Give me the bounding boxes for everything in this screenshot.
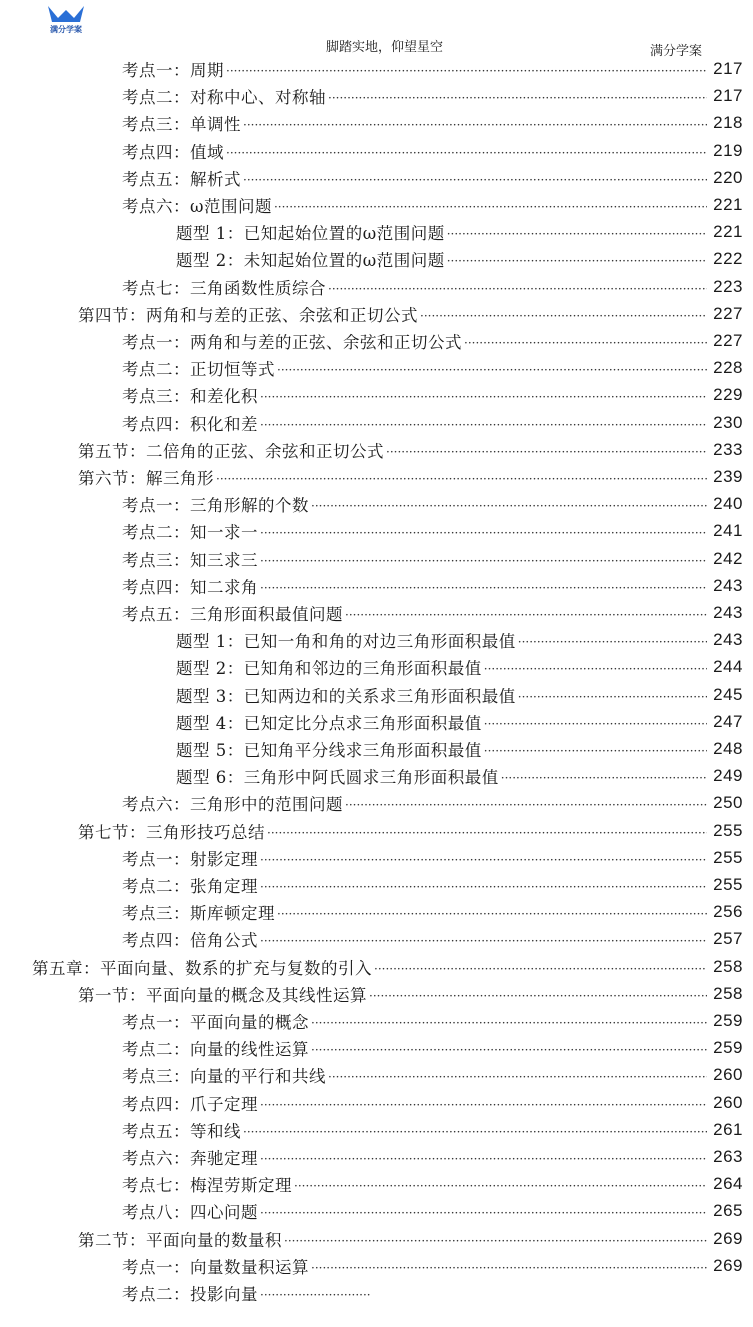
dot-leader	[345, 794, 707, 812]
toc-subentry[interactable]	[0, 246, 743, 272]
dot-leader	[386, 441, 707, 459]
toc-entry-page: 265	[713, 1201, 743, 1221]
toc-entry[interactable]	[0, 382, 743, 408]
toc-entry-label: 考点四：积化和差	[122, 414, 258, 434]
dot-leader	[260, 522, 707, 540]
toc-section-entry[interactable]	[0, 981, 743, 1007]
toc-entry-label: 考点二：向量的线性运算	[122, 1040, 309, 1060]
dot-leader	[328, 1066, 707, 1084]
toc-entry[interactable]	[0, 573, 743, 599]
toc-entry-page: 264	[713, 1174, 743, 1194]
toc-entry-label: 考点二：投影向量	[122, 1285, 258, 1304]
dot-leader	[216, 468, 707, 486]
toc-entry-page: 239	[713, 467, 743, 486]
toc-entry-page: 248	[713, 739, 743, 758]
toc-entry-page: 263	[713, 1147, 743, 1166]
brand-logo	[44, 2, 88, 34]
toc-subentry[interactable]	[0, 682, 743, 708]
toc-subentry[interactable]	[0, 219, 743, 245]
toc-entry-page: 247	[713, 711, 743, 731]
toc-entry-label: 题型 4：已知定比分点求三角形面积最值	[176, 713, 482, 733]
toc-entry-page: 217	[713, 59, 743, 78]
toc-entry-page: 221	[713, 222, 743, 242]
toc-entry[interactable]	[0, 1198, 743, 1224]
toc-entry[interactable]	[0, 138, 743, 164]
toc-entry-page: 259	[713, 1038, 743, 1058]
toc-entry-label: 考点二：张角定理	[122, 877, 258, 896]
toc-entry-page: 242	[713, 548, 743, 568]
toc-entry-page: 227	[713, 331, 743, 350]
toc-entry[interactable]	[0, 83, 743, 109]
dot-leader	[243, 169, 707, 187]
toc-entry-page: 260	[713, 1092, 743, 1112]
dot-leader	[260, 550, 707, 568]
toc-entry-page: 230	[713, 412, 743, 432]
dot-leader	[284, 1230, 707, 1248]
dot-leader	[274, 196, 707, 214]
toc-entry-page: 243	[713, 575, 743, 595]
toc-entry-page: 227	[713, 303, 743, 323]
toc-entry-page: 219	[713, 140, 743, 160]
toc-entry-page: 255	[713, 847, 743, 867]
toc-section-entry[interactable]	[0, 1226, 743, 1252]
toc-entry-label: 考点七：三角函数性质综合	[122, 278, 326, 298]
dot-leader	[369, 985, 707, 1003]
toc-entry-page: 244	[713, 657, 743, 677]
toc-subentry[interactable]	[0, 763, 743, 789]
toc-entry-page: 243	[713, 630, 743, 650]
toc-entry[interactable]	[0, 110, 743, 136]
toc-entry-label: 题型 2：已知角和邻边的三角形面积最值	[176, 659, 482, 679]
toc-entry-page: 240	[713, 494, 743, 514]
toc-entry-page: 228	[713, 358, 743, 378]
toc-entry[interactable]	[0, 1171, 743, 1197]
toc-entry-page: 249	[713, 766, 743, 786]
toc-entry[interactable]	[0, 899, 743, 925]
toc-entry[interactable]	[0, 872, 743, 898]
toc-entry[interactable]	[0, 1253, 743, 1279]
toc-entry[interactable]	[0, 355, 743, 381]
toc-section-entry[interactable]	[0, 301, 743, 327]
toc-entry[interactable]	[0, 926, 743, 952]
dot-leader	[518, 686, 707, 704]
toc-entry-label: 考点二：正切恒等式	[122, 360, 275, 380]
toc-entry-page: 260	[713, 1065, 743, 1085]
toc-entry-label: 考点四：倍角公式	[122, 931, 258, 951]
toc-entry-label: 考点六：奔驰定理	[122, 1149, 258, 1168]
toc-entry-label: 第五章：平面向量、数系的扩充与复数的引入	[32, 958, 372, 978]
toc-entry-label: 考点二：知一求一	[122, 523, 258, 543]
dot-leader	[484, 658, 707, 676]
toc-entry-page: 223	[713, 276, 743, 296]
toc-subentry[interactable]	[0, 709, 743, 735]
toc-entry-page: 256	[713, 902, 743, 922]
toc-entry-label: 考点八：四心问题	[122, 1203, 258, 1223]
toc-entry-page: 261	[713, 1119, 743, 1139]
toc-entry-label: 题型 1：已知起始位置的ω范围问题	[176, 224, 445, 244]
toc-entry-label: 第四节：两角和与差的正弦、余弦和正切公式	[78, 305, 418, 325]
toc-entry-label: 考点五：等和线	[122, 1121, 241, 1141]
logo-text: 满分学案	[50, 25, 82, 34]
dot-leader	[260, 1094, 707, 1112]
dot-leader	[518, 631, 707, 649]
toc-entry-label: 考点一：射影定理	[122, 849, 258, 869]
dot-leader	[260, 930, 707, 948]
toc-entry-label: 题型 1：已知一角和角的对边三角形面积最值	[176, 632, 516, 652]
toc-entry-label: 第六节：解三角形	[78, 469, 214, 488]
toc-entry[interactable]	[0, 518, 743, 544]
toc-entry-label: 考点二：对称中心、对称轴	[122, 88, 326, 108]
toc-entry[interactable]	[0, 1144, 743, 1170]
dot-leader	[260, 876, 707, 894]
toc-entry-label: 第七节：三角形技巧总结	[78, 822, 265, 842]
dot-leader	[260, 386, 707, 404]
toc-entry[interactable]	[0, 1280, 743, 1306]
toc-entry[interactable]	[0, 546, 743, 572]
dot-leader	[464, 332, 707, 350]
toc-entry-label: 考点六：ω范围问题	[122, 197, 272, 216]
dot-leader	[267, 822, 707, 840]
toc-entry-page: 258	[713, 983, 743, 1003]
toc-entry-page: 218	[713, 113, 743, 133]
toc-section-entry[interactable]	[0, 464, 743, 490]
dot-leader	[484, 713, 707, 731]
dot-leader	[501, 767, 707, 785]
toc-entry[interactable]	[0, 790, 743, 816]
toc-entry-label: 考点六：三角形中的范围问题	[122, 795, 343, 815]
toc-entry-label: 第五节：二倍角的正弦、余弦和正切公式	[78, 441, 384, 461]
dot-leader	[345, 604, 707, 622]
toc-entry[interactable]	[0, 491, 743, 517]
toc-entry-page: 258	[713, 956, 743, 976]
toc-entry[interactable]	[0, 410, 743, 436]
dot-leader	[420, 305, 707, 323]
toc-entry-page: 250	[713, 793, 743, 813]
dot-leader	[260, 577, 707, 595]
toc-entry-label: 考点四：爪子定理	[122, 1094, 258, 1114]
toc-entry[interactable]	[0, 1035, 743, 1061]
toc-entry-label: 考点一：周期	[122, 61, 224, 80]
toc-entry-page: 255	[713, 875, 743, 894]
dot-leader	[226, 142, 707, 160]
toc-entry-label: 考点三：和差化积	[122, 387, 258, 407]
toc-entry[interactable]	[0, 1008, 743, 1034]
dot-leader	[260, 1148, 707, 1166]
dot-leader	[226, 60, 707, 78]
toc-entry-page: 257	[713, 929, 743, 949]
toc-entry[interactable]	[0, 600, 743, 626]
dot-leader	[243, 114, 707, 132]
toc-entry-label: 考点五：三角形面积最值问题	[122, 605, 343, 624]
toc-entry[interactable]	[0, 328, 743, 354]
toc-entry-page: 229	[713, 385, 743, 405]
dot-leader	[311, 1039, 707, 1057]
toc-entry-label: 考点四：知二求角	[122, 577, 258, 597]
toc-entry-label: 题型 6：三角形中阿氏圆求三角形面积最值	[176, 768, 499, 788]
toc-entry-label: 考点七：梅涅劳斯定理	[122, 1176, 292, 1196]
toc-entry-page: 245	[713, 684, 743, 704]
toc-entry[interactable]	[0, 1062, 743, 1088]
toc-entry-page: 259	[713, 1011, 743, 1030]
toc-entry-label: 考点五：解析式	[122, 169, 241, 189]
toc-entry-page: 217	[713, 86, 743, 106]
toc-entry-page: 243	[713, 603, 743, 622]
dot-leader	[260, 1202, 707, 1220]
toc-entry-label: 题型 3：已知两边和的关系求三角形面积最值	[176, 686, 516, 706]
dot-leader	[447, 223, 707, 241]
toc-subentry[interactable]	[0, 654, 743, 680]
toc-entry[interactable]	[0, 165, 743, 191]
dot-leader	[484, 740, 707, 758]
toc-section-entry[interactable]	[0, 818, 743, 844]
toc-entry-label: 题型 2：未知起始位置的ω范围问题	[176, 251, 445, 271]
toc-entry-page: 255	[713, 820, 743, 840]
toc-entry[interactable]	[0, 56, 743, 82]
toc-entry-label: 考点四：值域	[122, 142, 224, 162]
logo-wave-icon	[48, 6, 84, 22]
dot-leader	[243, 1121, 707, 1139]
toc-entry-label: 考点三：向量的平行和共线	[122, 1067, 326, 1087]
dot-leader	[328, 87, 707, 105]
toc-entry-page: 220	[713, 167, 743, 187]
toc-entry-label: 考点一：两角和与差的正弦、余弦和正切公式	[122, 333, 462, 352]
toc-entry[interactable]	[0, 192, 743, 218]
dot-leader	[328, 278, 707, 296]
toc-entry[interactable]	[0, 1090, 743, 1116]
toc-subentry[interactable]	[0, 627, 743, 653]
toc-entry-page: 269	[713, 1255, 743, 1275]
toc-subentry[interactable]	[0, 736, 743, 762]
toc-entry-label: 考点三：知三求三	[122, 550, 258, 570]
toc-entry-label: 考点三：斯库顿定理	[122, 904, 275, 924]
toc-entry-label: 考点三：单调性	[122, 115, 241, 135]
dot-leader	[260, 1284, 370, 1302]
dot-leader	[277, 359, 707, 377]
toc-entry-page: 221	[713, 195, 743, 214]
toc-entry-label: 第二节：平面向量的数量积	[78, 1230, 282, 1250]
toc-entry-label: 考点一：平面向量的概念	[122, 1013, 309, 1032]
toc-entry-label: 考点一：向量数量积运算	[122, 1257, 309, 1277]
toc-entry-page: 269	[713, 1228, 743, 1248]
toc-section-entry[interactable]	[0, 437, 743, 463]
toc-entry-label: 考点一：三角形解的个数	[122, 496, 309, 516]
toc-section-entry[interactable]	[0, 954, 743, 980]
dot-leader	[277, 903, 707, 921]
toc-entry[interactable]	[0, 1117, 743, 1143]
toc-entry-label: 第一节：平面向量的概念及其线性运算	[78, 985, 367, 1005]
toc-entry-page: 222	[713, 249, 743, 269]
dot-leader	[311, 1012, 707, 1030]
toc-entry[interactable]	[0, 274, 743, 300]
dot-leader	[311, 1257, 707, 1275]
dot-leader	[374, 958, 707, 976]
toc-entry-page: 233	[713, 439, 743, 459]
dot-leader	[260, 414, 707, 432]
toc-entry-page: 241	[713, 521, 743, 541]
header-brand: 满分学案	[650, 44, 703, 59]
dot-leader	[447, 250, 707, 268]
toc-entry-label: 题型 5：已知角平分线求三角形面积最值	[176, 741, 482, 760]
dot-leader	[311, 495, 707, 513]
header-motto: 脚踏实地，仰望星空	[326, 40, 444, 55]
toc-entry[interactable]	[0, 845, 743, 871]
dot-leader	[294, 1175, 707, 1193]
dot-leader	[260, 849, 707, 867]
